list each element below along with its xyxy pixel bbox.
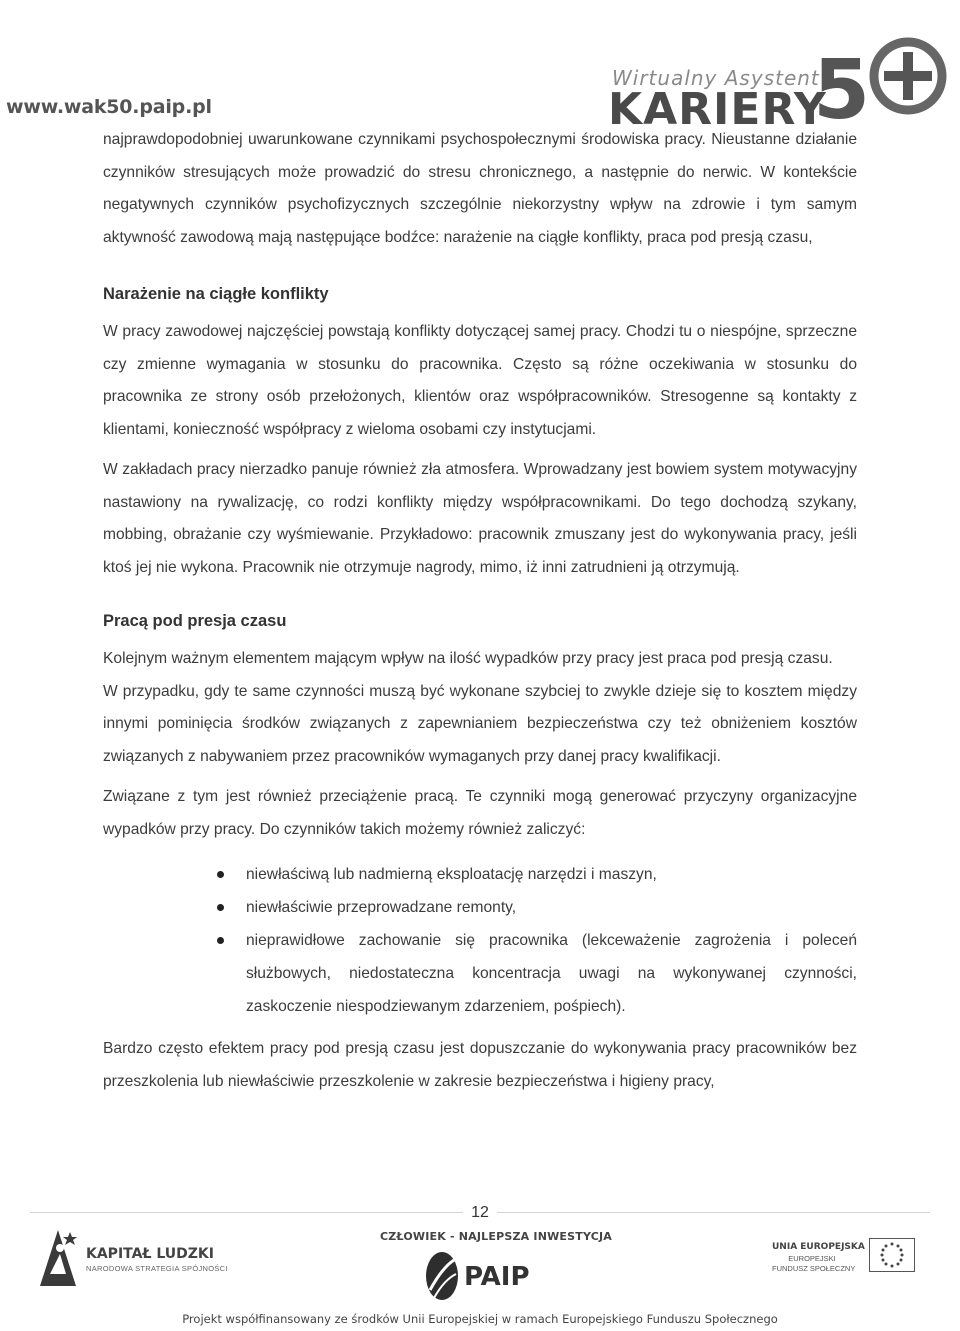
fifty-plus-icon xyxy=(813,28,948,128)
eu-flag-icon xyxy=(869,1238,915,1272)
paip-logo xyxy=(424,1250,554,1310)
footer-cofinancing-note: Projekt współfinansowany ze środków Unii Europejskiej w ramach Europejskiego Funduszu Społecznego xyxy=(182,1312,778,1326)
paragraph: W pracy zawodowej najczęściej powstają konflikty dotyczącej samej pracy. Chodzi tu o niespójne, sprzeczne czy zmienne wymagania w stosunku do pracownika. Często są różne oczekiwania w stosunku do pracownika ze strony osób przełożonych, klientów oraz współpracowników. Stresogenne są kontakty z klientami, konieczność współpracy z wieloma osobami czy instytucjami. xyxy=(103,323,857,438)
paip-text: PAIP xyxy=(464,1262,530,1292)
paragraph: W przypadku, gdy te same czynności muszą być wykonane szybciej to zwykle dzieje się to kosztem między innymi pominięcia środków związanych z zapewnianiem bezpieczeństwa czy też obniżeniem kosztów związanych z nabywaniem przez pracowników wymaganych przy danej pracy kwalifikacji. xyxy=(103,682,857,765)
eu-title: UNIA EUROPEJSKA xyxy=(772,1242,865,1252)
list-item-text: niewłaściwie przeprowadzane remonty, xyxy=(246,899,517,916)
document-body xyxy=(103,124,857,1098)
bullet-list xyxy=(103,858,857,1023)
svg-text:5: 5 xyxy=(813,43,871,128)
bullet-icon xyxy=(217,904,224,911)
paip-icon xyxy=(424,1250,460,1306)
paragraph: Związane z tym jest również przeciążenie pracą. Te czynniki mogą generować przyczyny organizacyjne wypadków przy pracy. Do czynników takich możemy również zaliczyć: xyxy=(103,788,857,838)
footer-slogan: CZŁOWIEK - NAJLEPSZA INWESTYCJA xyxy=(380,1230,613,1243)
list-item-text: nieprawidłowe zachowanie się pracownika (lekceważenie zagrożenia i poleceń służbowych, niedostateczna koncentracja uwagi na wykonywanej czynności, zaskoczenie niespodziewanym zdarzeniem, pośpiech). xyxy=(246,932,857,1015)
eu-line3: FUNDUSZ SPOŁECZNY xyxy=(772,1264,856,1273)
paragraph: W zakładach pracy nierzadko panuje również zła atmosfera. Wprowadzany jest bowiem system motywacyjny nastawiony na rywalizację, co rodzi konflikty między współpracownikami. Do tego dochodzą szykany, mobbing, obrażanie czy wyśmiewanie. Przykładowo: pracownik zmuszany jest do wykonywania pracy, jeśli ktoś jej nie wykona. Pracownik nie otrzymuje nagrody, mimo, iż inni zatrudnieni ją otrzymują. xyxy=(103,461,857,576)
kl-subtitle: NARODOWA STRATEGIA SPÓJNOŚCI xyxy=(86,1264,228,1273)
list-item-text: niewłaściwą lub nadmierną eksploatację narzędzi i maszyn, xyxy=(246,866,657,883)
logo-title: KARIERY xyxy=(608,84,827,135)
kariery-logo xyxy=(598,28,948,135)
kapital-ludzki-icon xyxy=(36,1228,80,1286)
eu-logo xyxy=(772,1238,922,1278)
eu-line2: EUROPEJSKI xyxy=(788,1254,836,1263)
list-item xyxy=(103,858,857,891)
section-heading: Pracą pod presja czasu xyxy=(103,612,287,630)
list-item xyxy=(103,891,857,924)
kapital-ludzki-logo xyxy=(36,1228,256,1288)
paragraph: Kolejnym ważnym elementem mającym wpływ na ilość wypadków przy pracy jest praca pod presją czasu. xyxy=(103,650,833,667)
paragraph: Bardzo często efektem pracy pod presją czasu jest dopuszczanie do wykonywania pracy pracowników bez przeszkolenia lub niewłaściwie przeszkolenie w zakresie bezpieczeństwa i higieny pracy, xyxy=(103,1040,857,1090)
page-number: 12 xyxy=(463,1204,497,1222)
header-url[interactable]: www.wak50.paip.pl xyxy=(6,96,212,118)
paragraph: najprawdopodobniej uwarunkowane czynnikami psychospołecznymi środowiska pracy. Nieustanne działanie czynników stresujących może prowadzić do stresu chronicznego, a następnie do nerwic. W kontekście negatywnych czynników psychofizycznych szczególnie niekorzystny wpływ na zdrowie i tym samym aktywność zawodową mają następujące bodźce: narażenie na ciągłe konflikty, praca pod presją czasu, xyxy=(103,131,857,246)
section-heading: Narażenie na ciągłe konflikty xyxy=(103,285,329,303)
logo-subtitle: Wirtualny Asystent xyxy=(612,66,820,90)
kl-title: KAPITAŁ LUDZKI xyxy=(86,1246,214,1262)
bullet-icon xyxy=(217,871,224,878)
bullet-icon xyxy=(217,937,224,944)
list-item xyxy=(103,924,857,1023)
